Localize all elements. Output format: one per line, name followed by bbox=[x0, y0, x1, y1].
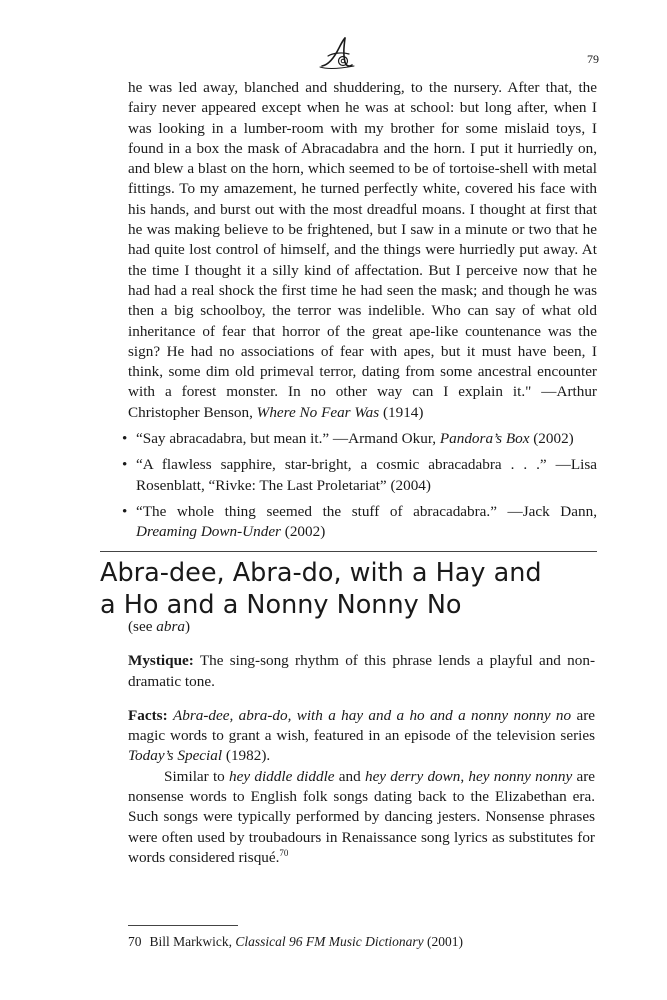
quote-source-title: Dreaming Down-Under bbox=[136, 523, 281, 541]
list-item bbox=[122, 502, 597, 543]
similar-text: are nonsense words to English folk songs dating back to the Elizabethan era. Such songs were typically performed by dancing jesters. Nonsense phrases were often used by troubadours in Renaissance song lyrics as substitutes for words considered risqué. bbox=[128, 767, 596, 866]
bullet-icon: • bbox=[122, 456, 128, 474]
entry-title-line-1: Abra-dee, Abra-do, with a Hay and bbox=[100, 558, 542, 588]
list-item bbox=[122, 455, 597, 496]
quote-source-year: (2002) bbox=[280, 523, 326, 541]
footnote-year: (2001) bbox=[423, 934, 463, 949]
letter-a-ornament-icon bbox=[318, 36, 358, 70]
mystique-label: Mystique: bbox=[128, 652, 194, 670]
list-item bbox=[122, 429, 597, 449]
facts-phrase: Abra-dee, abra-do, with a hay and a ho and a nonny nonny no bbox=[172, 706, 572, 724]
facts-series-title: Today’s Special bbox=[128, 747, 223, 765]
cross-reference-prefix: (see bbox=[128, 618, 157, 635]
quote-text: “A flawless sapphire, star-bright, a cosmic abracadabra . . .” —Lisa Rosenblatt, “Rivke: The Last Proletariat” bbox=[136, 456, 597, 494]
footnote-divider bbox=[128, 925, 238, 926]
similar-separator: , bbox=[460, 767, 469, 785]
entry-title-line-2: a Ho and a Nonny Nonny No bbox=[100, 590, 462, 620]
similar-prefix: Similar to bbox=[164, 767, 230, 785]
entry-title bbox=[100, 557, 597, 621]
facts-label: Facts: bbox=[128, 706, 168, 724]
quote-text: “Say abracadabra, but mean it.” —Armand Okur, bbox=[136, 430, 440, 448]
footnote bbox=[128, 933, 598, 951]
quote-source-year: (1914) bbox=[379, 403, 424, 421]
entry-body bbox=[128, 617, 595, 868]
footnote-number: 70 bbox=[128, 934, 142, 949]
similar-term: hey derry down bbox=[364, 767, 461, 785]
cross-reference bbox=[128, 617, 595, 637]
similar-paragraph bbox=[128, 767, 595, 868]
continued-entry-text bbox=[122, 78, 597, 549]
mystique-text: The sing-song rhythm of this phrase lends a playful and non-dramatic tone. bbox=[128, 652, 595, 690]
footnote-title: Classical 96 FM Music Dictionary bbox=[235, 934, 424, 949]
similar-term: hey nonny nonny bbox=[468, 767, 573, 785]
quote-source-title: Where No Fear Was bbox=[256, 403, 380, 421]
quote-text: “The whole thing seemed the stuff of abracadabra.” —Jack Dann, bbox=[136, 502, 597, 520]
page-header bbox=[0, 36, 667, 76]
mystique-section bbox=[128, 651, 595, 692]
facts-year: (1982). bbox=[222, 747, 271, 765]
bullet-icon: • bbox=[122, 502, 128, 520]
footnote-author: Bill Markwick, bbox=[149, 934, 236, 949]
bullet-icon: • bbox=[122, 430, 128, 448]
quote-source-year: (2002) bbox=[529, 430, 574, 448]
continued-quote-paragraph bbox=[122, 78, 597, 423]
page-number: 79 bbox=[587, 52, 599, 66]
quote-source-year: (2004) bbox=[386, 476, 431, 494]
similar-term: hey diddle diddle bbox=[229, 767, 335, 785]
facts-text: are magic words to grant a wish, featured in an episode of the television series bbox=[128, 706, 596, 745]
cross-reference-suffix: ) bbox=[184, 618, 191, 635]
entry-divider bbox=[100, 551, 597, 552]
quote-list bbox=[122, 429, 597, 542]
quote-source-title: Pandora’s Box bbox=[439, 430, 530, 448]
cross-reference-term: abra bbox=[156, 618, 185, 635]
continued-quote-text: he was led away, blanched and shuddering, to the nursery. After that, the fairy never appeared except when he was at school: but long after, when I was looking in a lumber-room with my brother for some mislaid toys, I found in a box the mask of Abracadabra and the horn. I put it hurriedly on, and blew a blast on the horn, which seemed to be of tortoise-shell with metal fittings. To my amazement, he turned perfectly white, covered his face with his hands, and burst out with the most dreadful moans. I thought at first that he was making believe to be frightened, but I saw in a minute or two that he had quite lost control of himself, and the things were hurriedly put away. At the time I thought it a silly kind of affectation. But I perceive now that he had had a real shock the first time he had seen the mask; and though he was then a big schoolboy, the terror was indelible. Who can say of what old inheritance of fear that horror of the great ape-like countenance was the sign? He had no associations of fear with apes, but it must have been, I think, some dim old primeval terror, dating from some ancestral encounter with a forest monster. In no other way can I explain it." —Arthur Christopher Benson, bbox=[128, 79, 597, 421]
footnote-reference[interactable]: 70 bbox=[279, 847, 289, 858]
facts-section bbox=[128, 706, 595, 767]
similar-conjunction: and bbox=[334, 767, 365, 785]
